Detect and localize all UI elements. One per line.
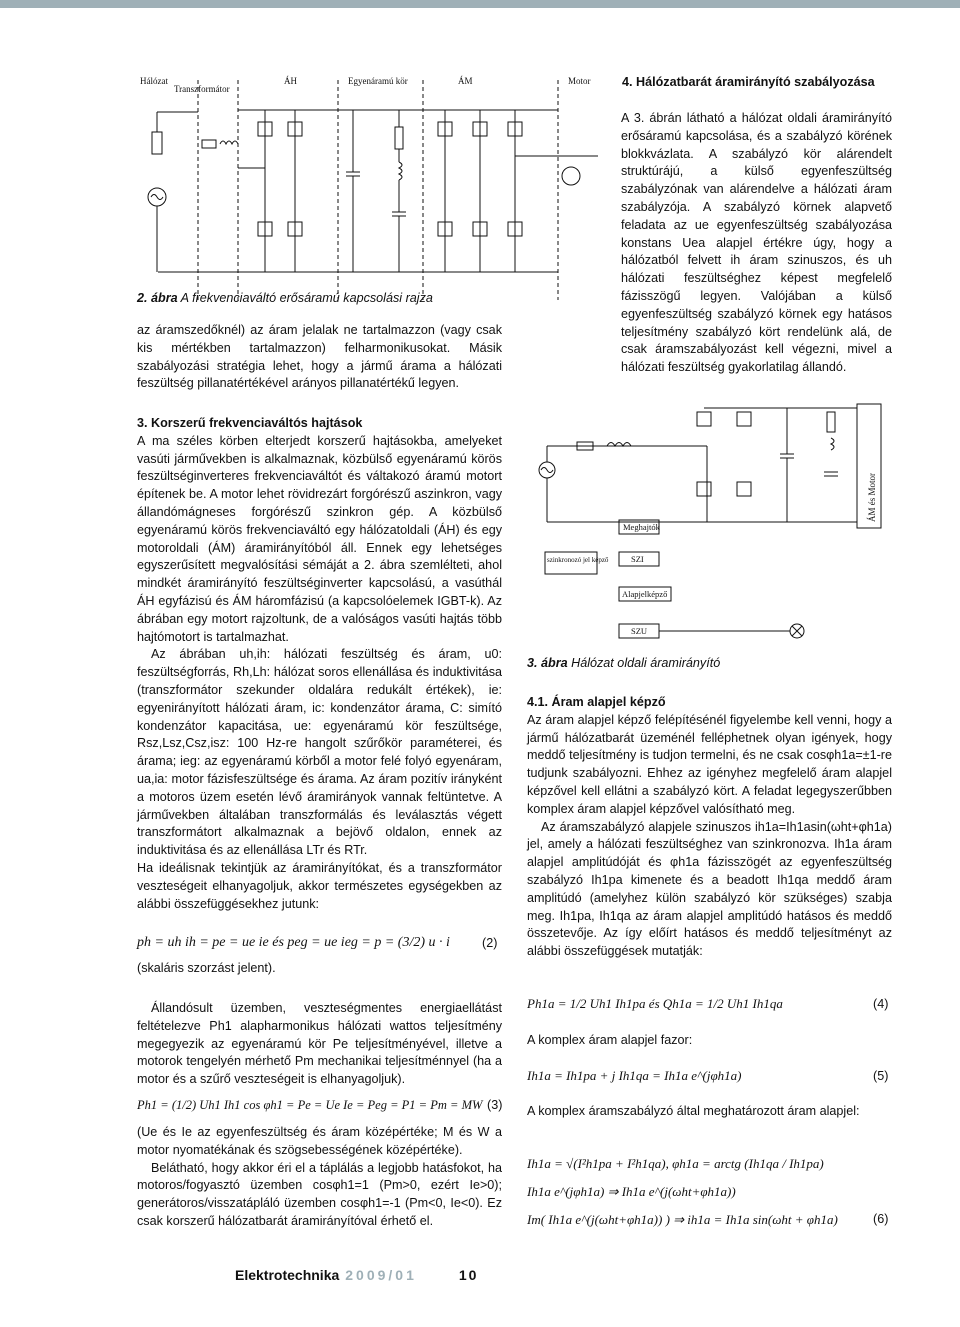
fig3-am-motor: ÁM és Motor [867,473,877,522]
section-4-1-heading: 4.1. Áram alapjel képző [527,695,666,709]
section-4-1-para-1: Az áram alapjel képző felépítésénél figyelembe kell venni, hogy a jármű hálózatbarát üzeménél felléphetnek olyan igények, hogy meddő teljesítmény is tudjon termelni, és ne csak cosφh1a=±1-re tudjunk szabályozni. Ehhez az igényhez megfelelő áram alapjel képzővel kell ellátni a szabályzó kört. A feladat legegyszerűbben komplex áram alapjel képzővel valósítható meg. [527,712,892,816]
left-bottom-p2p3 [137,1124,502,1231]
section-4-1-para-2: Az áramszabályzó alapjele szinuszos ih1a=Ih1asin(ωht+φh1a) jel, amely a hálózati feszültséghez van szinkronozva. Ih1a áram alapjel amplitúdóját és φh1a fázisszögét az egyenfeszültség szabályzó Ih1pa kimenete és a beadott Ih1qa meddő áram amplitúdó (amelyhez külön szabályzó kör szükséges) szabja meg. Ih1pa, Ih1qa az áram alapjel amplitúdó hatásos és meddő összetevője. Az így előírt hatásos és meddő teljesítményt az alábbi összefüggések mutatják: [527,819,892,959]
equation-6-line-3: Im( Ih1a e^(j(ωht+φh1a)) ) ⇒ ih1a = Ih1a sin(ωht + φh1a) [527,1212,838,1227]
figure-3-caption-text: Hálózat oldali áramirányító [571,656,721,670]
section-3 [137,415,502,913]
section-4-body: A 3. ábrán látható a hálózat oldali áramirányító erősáramú kapcsolása, és a szabályzó körének blokkvázlata. A szabályzó kör alárendelt struktúrájú, a külső egyenfeszültség szabályzónak van alárendelve a hálózati áram szabályzója. A szabályzó körnek alapvető feladata az ue egyenfeszültség szabályozása konstans Uea alapjel értékre úgy, hogy a hálózatból felvett ih áram szinuszos, és uh hálózati feszültséghez képest megfelelő fázisszögű legyen. Valójában a külső egyenfeszültség szabályzó körnek egy hatásos teljesítmény szabályzó kört rendelünk alá, de csak áramszabályozást kell végezni, mivel a hálózati feszültség gyakorlatilag állandó. [621,111,892,375]
equation-4-body: Ph1a = 1/2 Uh1 Ih1pa és Qh1a = 1/2 Uh1 Ih1qa [527,996,783,1011]
equation-6 [527,1150,838,1234]
equation-3-body: Ph1 = (1/2) Uh1 Ih1 cos φh1 = Pe = Ue Ie = Peg = P1 = Pm = MW [137,1098,483,1112]
equation-3 [137,1098,482,1113]
top-bar [0,0,960,8]
fig2-label-am: ÁM [458,76,473,86]
right-top-section [622,74,892,92]
footer-journal: Elektrotechnika [235,1267,340,1283]
section-3-heading: 3. Korszerű frekvenciaváltós hajtások [137,416,363,430]
equation-3-number: (3) [487,1098,503,1112]
equation-4-number: (4) [873,997,889,1011]
equation-5-body: Ih1a = Ih1pa + j Ih1qa = Ih1a e^(jφh1a) [527,1068,742,1083]
scalar-note [137,960,502,978]
fig2-label-transzformator: Transzformátor [174,84,230,94]
fig2-label-halozat: Hálózat [140,76,168,86]
figure-3-block-diagram [527,402,892,642]
left-bottom-para-2: (Ue és Ie az egyenfeszültség és áram középértéke; M és W a motor nyomatékának és szögsebességének középértéke). [137,1125,502,1157]
section-3-para-2: Az ábrában uh,ih: hálózati feszültség és áram, u0: feszültségforrás, Rh,Lh: hálózat soros ellenállása és induktivitása (transzformátor szekunder oldalára redukált értékek), ie: egyenirányított hálózati áram, ic: kondenzátor árama, C: simító kondenzátor kapacitása, ue: egyenáramú kör feszültsége, Rsz,Lsz,Csz,isz: 100 Hz-re hangolt szűrőkör paraméterei, és árama; ieg: az egyenáramú körből a motor felé folyó egyenáram, ua,ia: motor fázisfeszültsége és árama. Az áram pozitív irányként a motoros üzem esetén lévő áramirányok vannak feltüntetve. A járművekben általában transzformálás és leválasztás végett transzformátort alkalmaznak a bejövő oldalon, ennek az induktivitása és az ellenállása LTr és RTr. [137,647,502,858]
fig3-meghajtok: Meghajtók [623,522,660,532]
complex-label-text: A komplex áram alapjel fazor: [527,1033,693,1047]
equation-2-number: (2) [482,936,498,950]
footer [235,1267,478,1283]
equation-2 [137,935,502,951]
left-bottom-para-3: Belátható, hogy akkor éri el a táplálás a legjobb hatásfokot, ha motoros/fogyasztó üzemben cosφh1=1 (Pm>0, ezért Ie>0); generátoros/visszatápláló üzemben cosφh1=-1 (Pm<0, Ie<0). Ez csak korszerű hálózatbarát áramirányítóval érhető el. [137,1160,502,1228]
left-top-text: az áramszedőknél) az áram jelalak ne tartalmazzon (vagy csak kis mértékben tartalmazzon) felharmonikusokat. Másik szabályozási stratégia lehet, hogy a jármű árama a hálózati feszültség pillanatértékével arányos pillanatértékű legyen. [137,323,502,391]
fig2-label-motor: Motor [568,76,591,86]
section-4-heading: 4. Hálózatbarát áramirányító szabályozása [622,75,875,89]
footer-page-number: 10 [458,1267,479,1283]
fig3-alapjelkepzo: Alapjelképző [622,589,668,599]
figure-2-caption-number: 2. ábra [137,291,178,305]
equation-6-line-1: Ih1a = √(I²h1pa + I²h1qa), φh1a = arctg (Ih1qa / Ih1pa) [527,1156,824,1171]
equation-6-number: (6) [873,1212,889,1226]
equation-2-body: ph = uh ih = pe = ue ie és peg = ue ieg = p = (3/2) u · i [137,935,450,950]
section-3-para-3: Ha ideálisnak tekintjük az áramirányítókat, és a transzformátor veszteségeit elhanyagoljuk, akkor természetes egységekben az alábbi összefüggésekhez jutunk: [137,860,502,911]
figure-2-caption [137,290,497,308]
controller-label-text: A komplex áramszabályzó által meghatározott áram alapjel: [527,1104,860,1118]
fig3-szinkronozo: szinkronozó jel képző [547,556,609,564]
complex-label [527,1032,892,1050]
right-top-body [527,110,892,377]
footer-year: 2009/01 [345,1267,417,1283]
fig3-szu: SZU [631,626,648,636]
fig2-label-egyenaramu-kor: Egyenáramú kör [348,76,408,86]
controller-label [527,1103,892,1121]
fig3-szi: SZI [631,554,644,564]
left-bottom-para-1: Állandósult üzemben, veszteségmentes energiaellátást feltételezve Ph1 alapharmonikus hálózati wattos teljesítmény megegyezik az egyenáramú kör Pe teljesítményével, illetve a motorok tengelyén mérhető Pm mechanikai teljesítménnyel (ha a motor és a szűrő veszteségeit is elhanyagoljuk). [137,1001,502,1087]
figure-2-caption-text: A frekvenciaváltó erősáramú kapcsolási rajza [180,291,433,305]
equation-5 [527,1068,741,1084]
scalar-note-text: (skaláris szorzást jelent). [137,961,276,975]
figure-3-caption [527,655,892,673]
left-bottom-p1 [137,1000,502,1089]
section-4-1 [527,694,892,961]
fig2-label-ah: ÁH [284,76,297,86]
equation-4 [527,996,783,1012]
left-top-paragraph [137,322,502,393]
equation-5-number: (5) [873,1069,889,1083]
figure-3-caption-number: 3. ábra [527,656,568,670]
section-3-para-1: A ma széles körben elterjedt korszerű hajtásokba, amelyeket vasúti járművekben is alkalmaznak, közbülső egyenáramú körös feszültséginverteres frekvenciaváltót és váltakozó áramú motort építenek be. A motor lehet rövidrezárt forgórészű aszinkron, vagy állandómágneses forgórészű szinkron gép. A közbülső egyenáramú körös frekvenciaváltó egy hálózatoldali (ÁH) és egy motoroldali (ÁM) áramirányítóból áll. Ennek egy lehetséges egyszerűsített megvalósítási sémáját a 2. ábra szemlélteti, ahol mindkét áramirányító feszültséginverter kapcsolású, a vasúthál ÁH egyfázisú és ÁM háromfázisú (a kapcsolóelemek IGBT-k). Az ábrában egy motort rajzoltunk, de a valóságos vasúti hajtás több hajtómotort is tartalmazhat. [137,433,502,644]
equation-6-line-2: Ih1a e^(jφh1a) ⇒ Ih1a e^(j(ωht+φh1a)) [527,1184,736,1199]
